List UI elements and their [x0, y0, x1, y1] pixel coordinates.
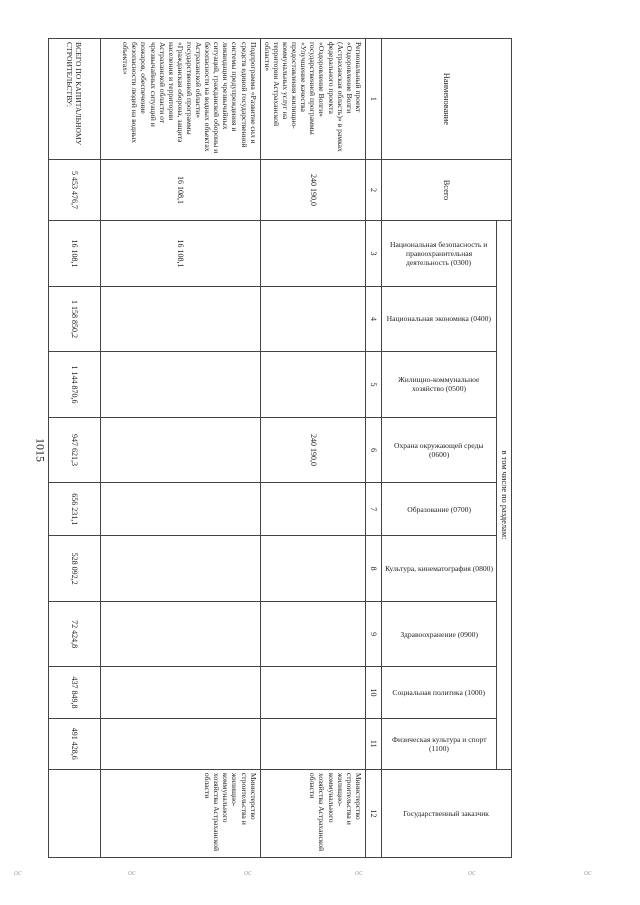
header-section-0800 — [381, 536, 496, 602]
total-row-value: 16 108,1 — [48, 221, 100, 287]
header-section-0300-text: Национальная безопасность и правоохранительная деятельность (0300) — [390, 239, 488, 267]
total-row-value: 491 428,6 — [48, 718, 100, 769]
total-row-name: ВСЕГО ПО КАПИТАЛЬНОМУ СТРОИТЕЛЬСТВУ: — [48, 39, 100, 160]
row-value — [100, 536, 260, 602]
row-value — [100, 667, 260, 718]
row-value — [260, 718, 365, 769]
total-row-value: 72 424,8 — [48, 601, 100, 667]
header-section-0900-text: Здравоохранение (0900) — [400, 629, 478, 639]
header-section-0800-text: Культура, кинематография (0800) — [384, 564, 493, 574]
table-row — [100, 39, 260, 858]
margin-marks — [0, 860, 640, 890]
header-section-0400-text: Национальная экономика (0400) — [386, 314, 492, 324]
table-wrapper — [65, 38, 512, 858]
col-number: 5 — [365, 352, 381, 418]
margin-mark: ос — [14, 868, 22, 877]
row-value — [260, 483, 365, 536]
header-section-0400 — [381, 286, 496, 352]
row-value — [260, 286, 365, 352]
total-row-total: 5 453 476,7 — [48, 159, 100, 220]
table-row — [260, 39, 365, 858]
col-number: 8 — [365, 536, 381, 602]
row-value — [100, 352, 260, 418]
header-total: Всего — [381, 159, 511, 220]
total-row-value: 437 849,8 — [48, 667, 100, 718]
total-row-value: 1 144 870,6 — [48, 352, 100, 418]
header-section-1000-text: Социальная политика (1000) — [392, 687, 486, 697]
row-value — [100, 601, 260, 667]
header-customer — [381, 769, 511, 857]
header-section-1100 — [381, 718, 496, 769]
row-value — [100, 718, 260, 769]
rotated-table-frame — [65, 38, 512, 858]
col-number: 3 — [365, 221, 381, 287]
row-value — [260, 536, 365, 602]
margin-mark: ос — [355, 868, 363, 877]
page-number: 1015 — [33, 438, 48, 462]
header-section-0500 — [381, 352, 496, 418]
header-section-1000 — [381, 667, 496, 718]
header-section-0500-text: Жилищно-коммунальное хозяйство (0500) — [398, 375, 480, 394]
header-section-0700 — [381, 483, 496, 536]
header-section-0600 — [381, 417, 496, 483]
col-number: 1 — [365, 39, 381, 160]
margin-mark: ос — [584, 868, 592, 877]
row-value — [100, 483, 260, 536]
row-value — [260, 601, 365, 667]
row-value — [100, 286, 260, 352]
row-value — [260, 667, 365, 718]
total-row-value: 947 621,3 — [48, 417, 100, 483]
row-total: 16 108,1 — [100, 159, 260, 220]
total-row-customer — [48, 769, 100, 857]
col-number: 9 — [365, 601, 381, 667]
row-value: 240 190,0 — [260, 417, 365, 483]
header-section-0900 — [381, 601, 496, 667]
header-name: Наименование — [381, 39, 511, 160]
margin-mark: ос — [468, 868, 476, 877]
row-name: Подпрограмма «Развитие сил и средств единой государственной системы предупреждения и ликвидации чрезвычайных ситуаций, гражданской обороны и безопасности на водных объектах Астраханской области» государственной программы «Гражданская оборона, защита населения и территории Астраханской области от чрезвычайных ситуаций и пожаров, обеспечение безопасности людей на водных объектах» — [100, 39, 260, 160]
row-value — [260, 221, 365, 287]
header-section-0300 — [381, 221, 496, 287]
total-row-value: 656 231,1 — [48, 483, 100, 536]
col-number: 10 — [365, 667, 381, 718]
col-number: 4 — [365, 286, 381, 352]
header-section-0600-text: Охрана окружающей среды (0600) — [394, 440, 484, 459]
total-row-value: 1 158 850,2 — [48, 286, 100, 352]
header-customer-text: Государственный заказчик — [403, 808, 490, 818]
row-value — [260, 352, 365, 418]
col-number: 7 — [365, 483, 381, 536]
row-customer: Министерство строительства и жилищно-коммунального хозяйства Астраханской области — [100, 769, 260, 857]
col-number: 12 — [365, 769, 381, 857]
col-number: 2 — [365, 159, 381, 220]
row-value — [100, 417, 260, 483]
margin-mark: ос — [128, 868, 136, 877]
total-row — [48, 39, 100, 858]
col-number: 11 — [365, 718, 381, 769]
margin-mark: ос — [244, 868, 252, 877]
row-total: 240 190,0 — [260, 159, 365, 220]
row-name: Региональный проект «Оздоровление Волги (Астраханская область)» в рамках федерального проекта «Оздоровление Волги» государственной программы «Улучшение качества предоставления жилищно-коммунальных услуг на территории Астраханской области» — [260, 39, 365, 160]
header-section-0700-text: Образование (0700) — [407, 504, 471, 514]
header-sections-caption: в том числе по разделам: — [496, 221, 511, 770]
row-value: 16 108,1 — [100, 221, 260, 287]
budget-table — [48, 38, 512, 858]
total-row-value: 528 092,2 — [48, 536, 100, 602]
col-number: 6 — [365, 417, 381, 483]
row-customer: Министерство строительства и жилищно-коммунального хозяйства Астраханской области — [260, 769, 365, 857]
header-section-1100-text: Физическая культура и спорт (1100) — [391, 734, 487, 753]
